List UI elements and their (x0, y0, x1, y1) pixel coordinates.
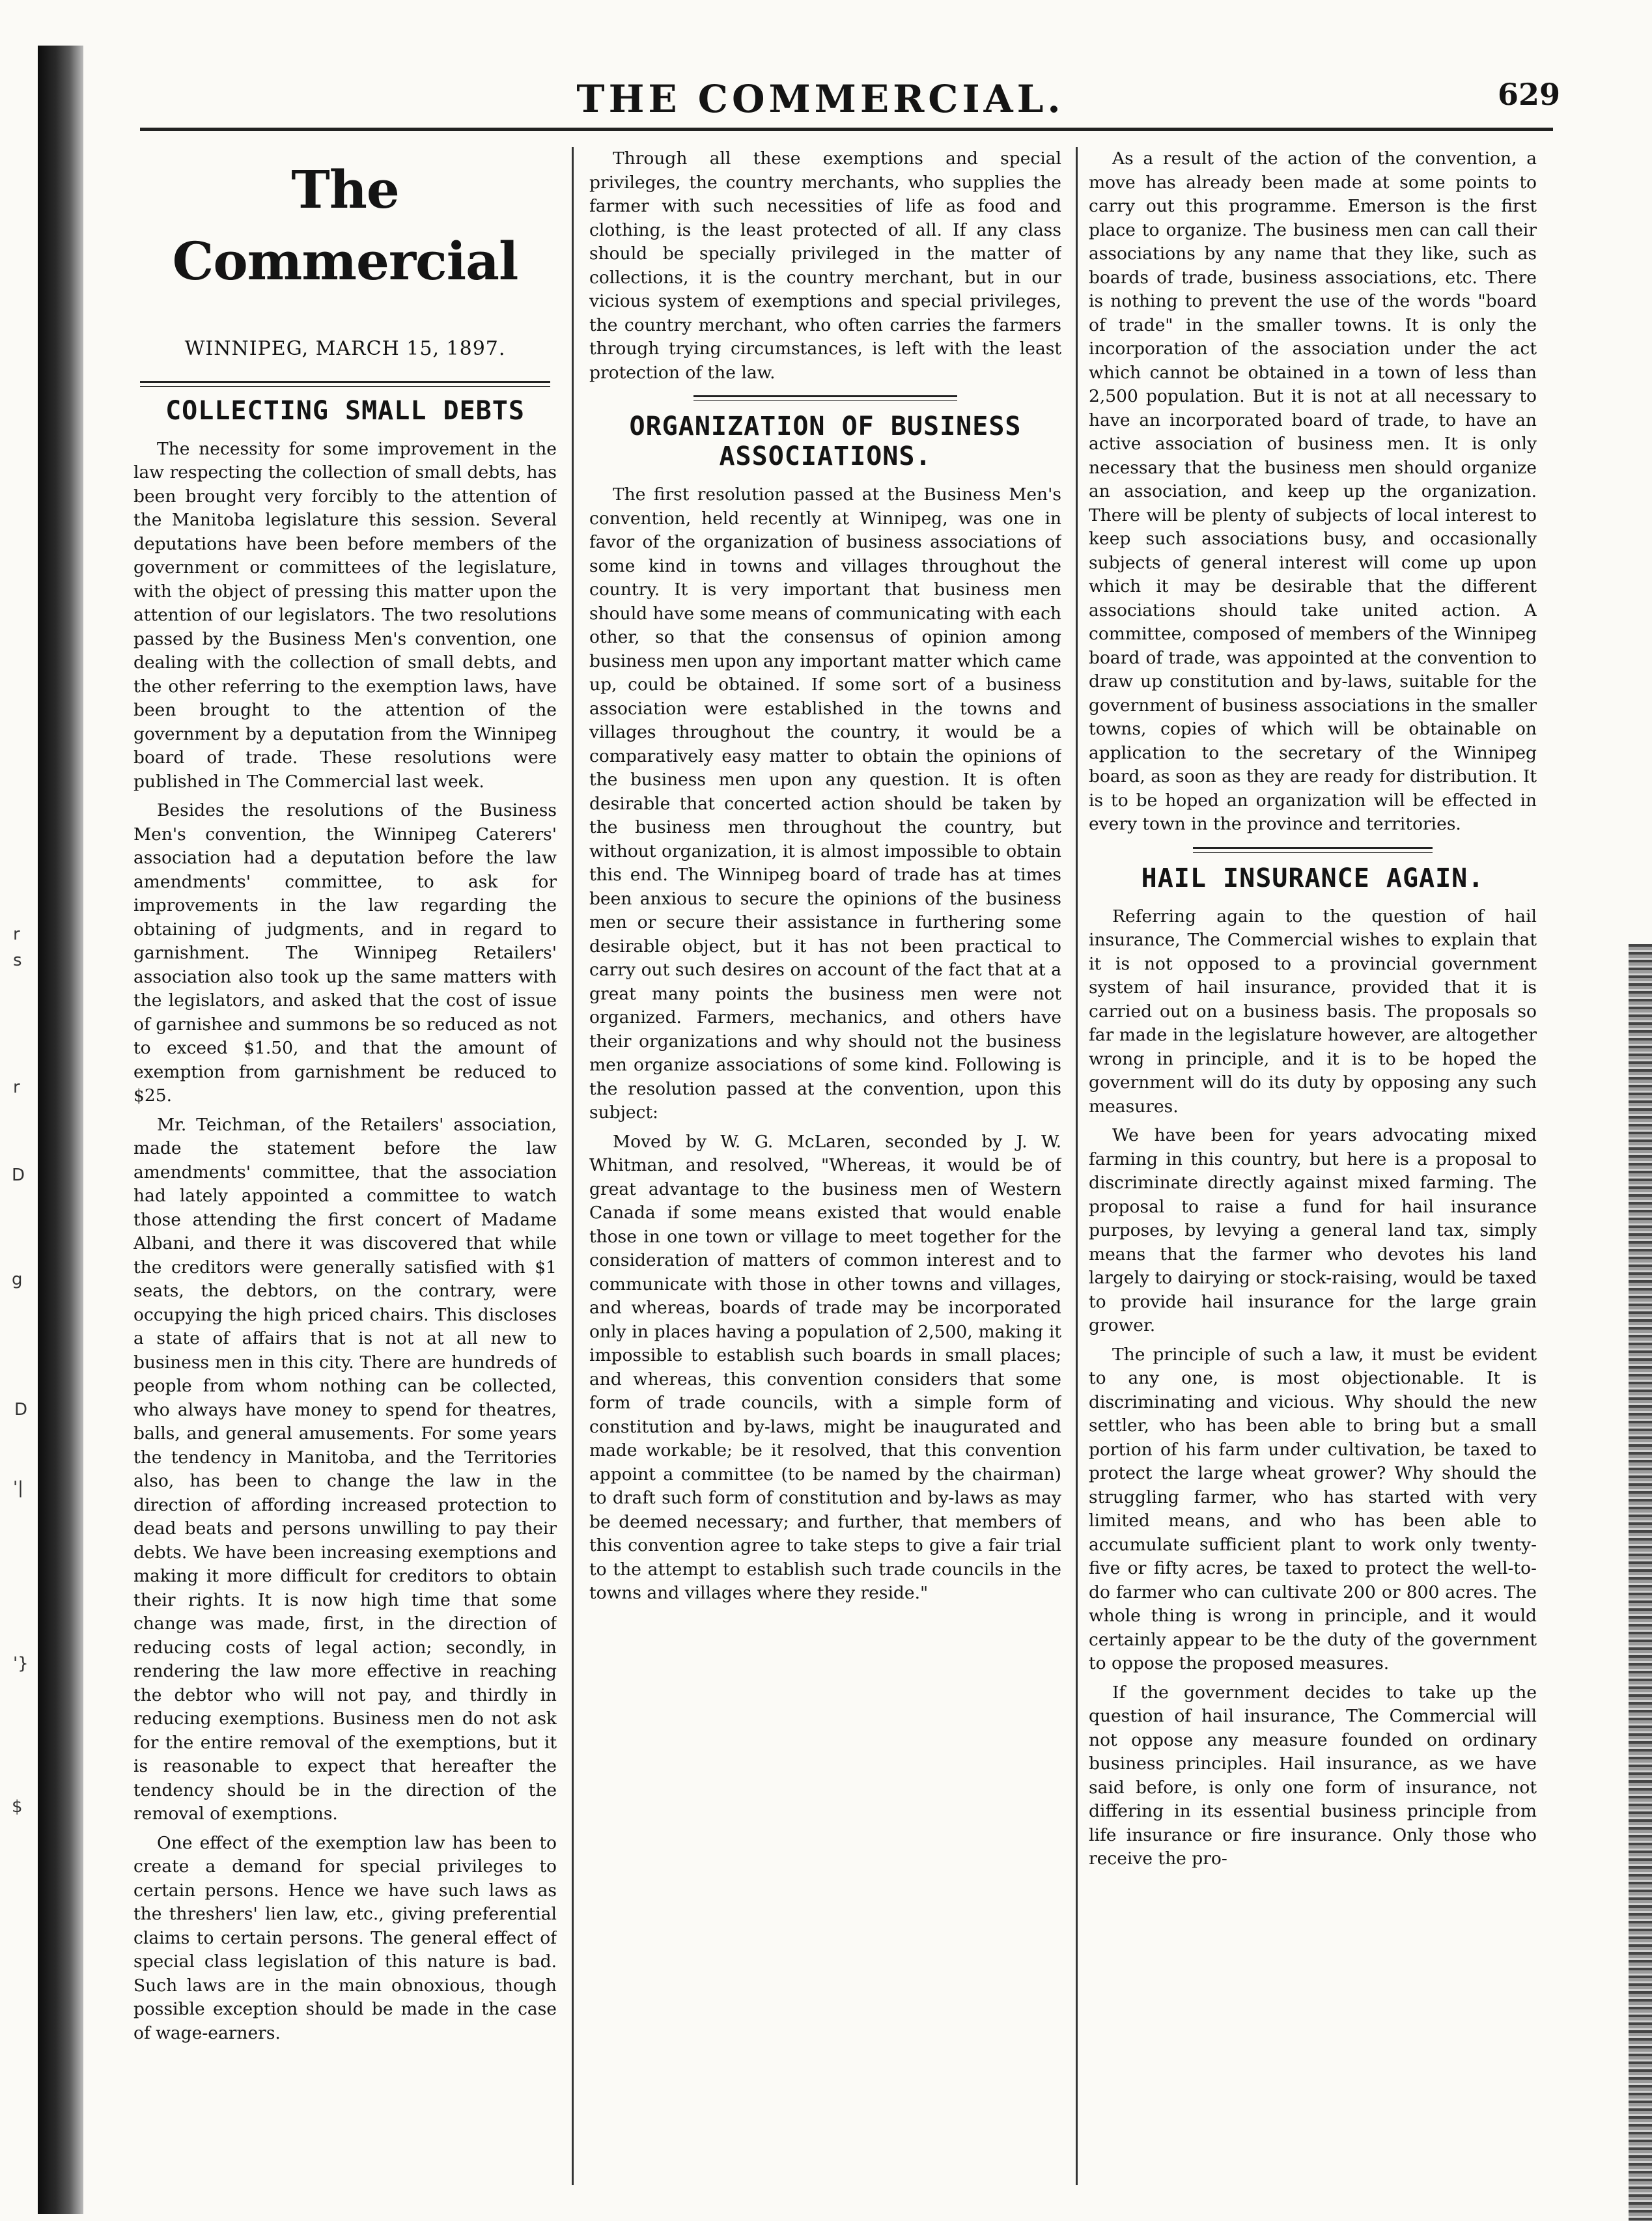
article-headline: ORGANIZATION OF BUSINESS ASSOCIATIONS. (629, 412, 1022, 471)
column-1 (133, 147, 557, 2185)
masthead: The Commercial (172, 159, 518, 292)
article-paragraph: Referring again to the question of hail insurance, The Commercial wishes to explain that it is not opposed to a provincial government system of hail insurance, provided that it is carried out on a business basis. The proposals so far made in the legislature however, are altogether wrong in principle, and it is to be hoped the government will do its duty by opposing any such measures. (1089, 906, 1537, 1117)
margin-mark: '} (13, 1654, 29, 1673)
margin-mark: r (13, 1078, 20, 1097)
article-paragraph: As a result of the action of the convention, a move has already been made at some points to carry out this programme. Emerson is the first place to organize. The business men can call their associations by any name that they like, such as boards of trade, business associations, etc. There is nothing to prevent the use of the words "board of trade" in the smaller towns. It is only the incorporation of the association under the act which cannot be obtained in a town of less than 2,500 population. But it is not at all necessary to have an incorporated board of trade, to have an active association of business men. It is only necessary that the business men should organize an association, and keep up the organization. There will be plenty of subjects of local interest to keep such associations busy, and occasionally subjects of general interest will come up upon which it may be desirable that the different associations should take united action. A committee, composed of members of the Winnipeg board of trade, was appointed at the convention to draw up constitution and by-laws, suitable for the government of business associations in the smaller towns, copies of which will be obtainable on application to the secretary of the Winnipeg board, as soon as they are ready for distribution. It is to be hoped an organization will be effected in every town in the province and territories. (1089, 148, 1537, 834)
page-edge-shadow (1629, 944, 1652, 2221)
margin-mark: D (14, 1400, 28, 1419)
margin-mark: s (13, 951, 22, 970)
margin-mark: D (12, 1166, 25, 1185)
article-paragraph: Mr. Teichman, of the Retailers' association, made the statement before the law amendments' committee, that the association had lately appointed a committee to watch those attending the first concert of Madame Albani, and there it was discovered that while the creditors were generally satisfied with $1 seats, the debtors, on the contrary, were occupying the high priced chairs. This discloses a state of affairs that is not at all new to business men in this city. There are hundreds of people from whom nothing can be collected, who always have money to spend for theatres, balls, and general amusements. For some years the tendency in Manitoba, and the Territories also, has been to change the law in the direction of affording increased protection to dead beats and persons unwilling to pay their debts. We have been increasing exemptions and making it more difficult for creditors to obtain their rights. It is now high time that some change was made, first, in the direction of reducing costs of legal action; secondly, in rendering the law more effective in reaching the debtor who will not pay, and thirdly in reducing exemptions. Business men do not ask for the entire removal of the exemptions, but it is reasonable to expect that hereafter the tendency should be in the direction of the removal of exemptions. (133, 1114, 557, 1824)
section-rule (1193, 847, 1433, 853)
column-2 (589, 147, 1061, 2185)
article-paragraph: We have been for years advocating mixed farming in this country, but here is a proposal to discriminate directly against mixed farming. The proposal to raise a fund for hail insurance purposes, by levying a general land tax, simply means that the farmer who devotes his land largely to dairying or stock-raising, would be taxed to provide hail insurance for the large grain grower. (1089, 1125, 1537, 1335)
article-paragraph: If the government decides to take up the question of hail insurance, The Commercial will not oppose any measure founded on ordinary business principles. Hail insurance, as we have said before, is only one form of insurance, not differing in its essential business principle from life insurance or fire insurance. Only those who receive the pro- (1089, 1682, 1537, 1869)
margin-mark: '| (13, 1478, 23, 1498)
article-paragraph: The first resolution passed at the Business Men's convention, held recently at Winnipeg, was one in favor of the organization of business associations of some kind in towns and villages throughout the country. It is very important that business men should have some means of communicating with each other, so that the consensus of opinion among business men upon any important matter which came up, could be obtained. If some sort of a business association were established in the towns and villages throughout the country, it would be a comparatively easy matter to obtain the opinions of the business men upon any question. It is often desirable that concerted action should be taken by the business men throughout the country, but without organization, it is almost impossible to obtain this end. The Winnipeg board of trade has at times been anxious to secure the opinions of the business men or secure their assistance in furthering some desirable object, but it has not been practical to carry out such desires on account of the fact that at a great many points the business men were not organized. Farmers, mechanics, and others have their organizations and why should not the business men organize associations of some kind. Following is the resolution passed at the convention, upon this subject: (589, 484, 1061, 1123)
column-3 (1089, 147, 1537, 2185)
article-paragraph: Through all these exemptions and special privileges, the country merchants, who supplies the farmer with such necessities of life as food and clothing, is the least protected of all. If any class should be specially privileged in the matter of collections, it is the country merchant, but in our vicious system of exemptions and special privileges, the country merchant, who often carries the farmers through trying circumstances, is left with the least protection of the law. (589, 148, 1061, 383)
article-headline: HAIL INSURANCE AGAIN. (1141, 863, 1485, 893)
section-rule (693, 395, 957, 401)
column-divider (1076, 147, 1078, 2185)
page-number: 629 (1498, 77, 1561, 112)
margin-mark: g (12, 1270, 23, 1289)
article-paragraph: One effect of the exemption law has been to create a demand for special privileges to certain persons. Hence we have such laws as the threshers' lien law, etc., giving preferential claims to certain persons. The general effect of special class legislation of this nature is bad. Such laws are in the main obnoxious, though possible exception should be made in the case of wage-earners. (133, 1832, 557, 2043)
article-paragraph: Moved by W. G. McLaren, seconded by J. W. Whitman, and resolved, "Whereas, it would be of great advantage to the business men of Western Canada if some means existed that would enable those in one town or village to meet together for the consideration of matters of common interest and to communicate with those in other towns and villages, and whereas, boards of trade may be incorporated only in places having a population of 2,500, making it impossible to establish such boards in small places; and whereas, this convention considers that some form of trade councils, with a simple form of constitution and by-laws, might be inaugurated and made workable; be it resolved, that this convention appoint a committee (to be named by the chairman) to draft such form of constitution and by-laws as may be deemed necessary; and further, that members of this convention agree to take steps to give a fair trial to the attempt to establish such trade councils in the towns and villages where they reside." (589, 1131, 1061, 1603)
article-headline: COLLECTING SMALL DEBTS (165, 395, 525, 426)
header-rule (140, 128, 1553, 131)
article-paragraph: The principle of such a law, it must be evident to any one, is most objectionable. It is discriminating and vicious. Why should the new settler, who has been able to bring but a small portion of his farm under cultivation, be taxed to protect the large wheat grower? Why should the struggling farmer, who has started with very limited means, and who has been able to accumulate sufficient plant to work only twenty-five or fifty acres, be taxed to protect the well-to-do farmer who can cultivate 200 or 800 acres. The whole thing is wrong in principle, and it would certainly appear to be the duty of the government to oppose the proposed measures. (1089, 1344, 1537, 1673)
article-paragraph: Besides the resolutions of the Business Men's convention, the Winnipeg Caterers' association had a deputation before the law amendments' committee, to ask for improvements in the law regarding the obtaining of judgments, and in regard to garnishment. The Winnipeg Retailers' association also took up the same matters with the legislators, and asked that the cost of issue of garnishee and summons be so reduced as not to exceed $1.50, and that the amount of exemption from garnishment be reduced to $25. (133, 800, 557, 1106)
margin-mark: $ (12, 1797, 23, 1817)
margin-mark: r (13, 925, 20, 944)
page-binding-shadow (38, 46, 83, 2214)
column-divider (572, 147, 574, 2185)
article-paragraph: The necessity for some improvement in the law respecting the collection of small debts, has been brought very forcibly to the attention of the Manitoba legislature this session. Several deputations have been before members of the government or committees of the legislature, with the object of pressing this matter upon the attention of our legislators. The two resolutions passed by the Business Men's convention, one dealing with the collection of small debts, and the other referring to the exemption laws, have been brought to the attention of the government by a deputation from the Winnipeg board of trade. These resolutions were published in The Commercial last week. (133, 438, 557, 792)
dateline: WINNIPEG, MARCH 15, 1897. (184, 337, 506, 360)
running-head: THE COMMERCIAL. (576, 77, 1065, 121)
section-rule (140, 381, 550, 387)
